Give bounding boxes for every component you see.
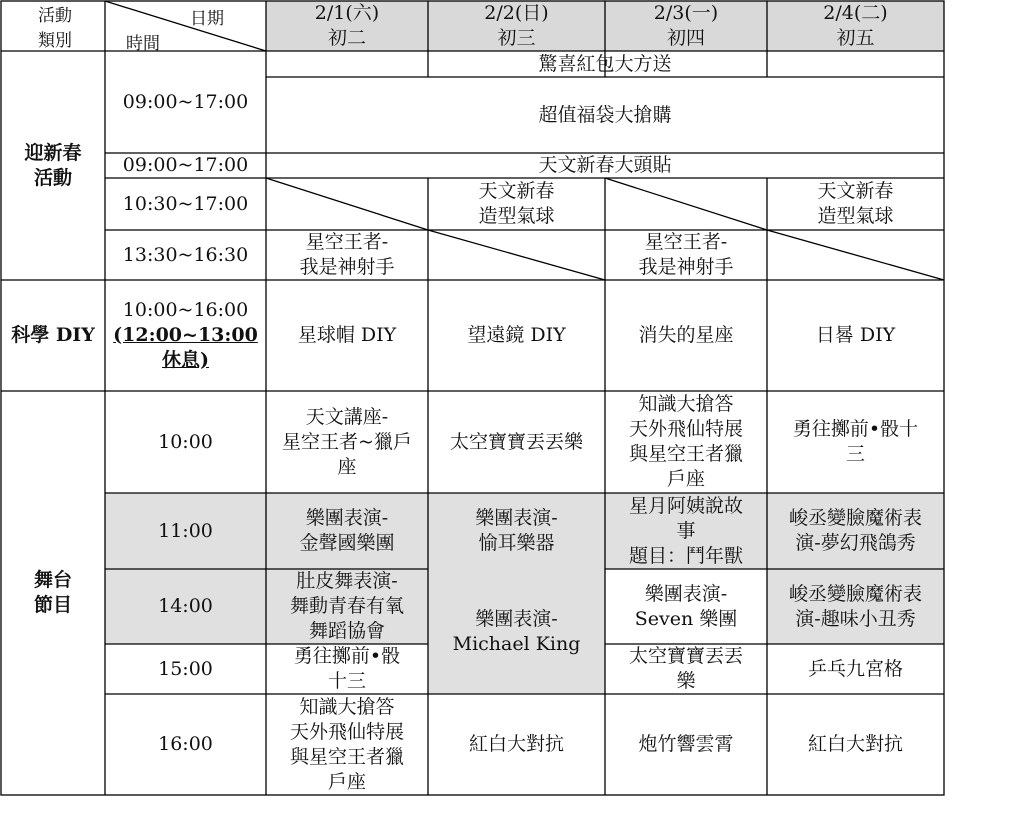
event-stage: 勇往擲前•骰十 三: [792, 418, 919, 465]
event-stage: 紅白大對抗: [807, 733, 903, 755]
event-stage: 樂團表演- Seven 樂團: [634, 582, 738, 630]
event-diy: 望遠鏡 DIY: [467, 324, 566, 346]
time-header: 時間: [126, 34, 160, 54]
section-science-diy: 科學 DIY: [11, 324, 95, 346]
day-date: 2/3(一): [653, 2, 719, 24]
time-slot: 13:30~16:30: [122, 243, 249, 266]
event-stage: 炮竹響雲霄: [638, 733, 734, 755]
event-diy: 日晷 DIY: [815, 324, 896, 346]
time-range: 10:00~16:00: [122, 299, 249, 321]
event-stage: 星月阿姨說故 事 題目：鬥年獸: [628, 494, 743, 567]
time-slot: 10:00: [158, 430, 213, 453]
time-slot-diy: [105, 280, 266, 391]
day-header-2: [428, 1, 605, 51]
event-stage: 勇往擲前•骰 十三: [293, 645, 401, 692]
event-stage: 太空寶寶丟丟樂: [449, 430, 583, 453]
event-balloon: 天文新春 造型氣球: [817, 180, 894, 227]
event-stage: 乒乓九宮格: [807, 657, 903, 680]
day-lunar: 初二: [327, 27, 366, 49]
day-header-1: [266, 1, 428, 51]
event-stage: 樂團表演- Michael King: [452, 607, 581, 655]
event-balloon: 天文新春 造型氣球: [478, 180, 555, 227]
day-lunar: 初五: [836, 27, 875, 49]
event-archer: 星空王者- 我是神射手: [299, 231, 395, 278]
day-date: 2/1(六): [314, 2, 380, 24]
time-slot: 11:00: [158, 519, 213, 542]
break-note: (12:00~13:00 休息): [113, 324, 258, 371]
event-red-envelope: 驚喜紅包大方送: [538, 52, 672, 75]
time-slot: 14:00: [158, 595, 213, 617]
time-slot: 15:00: [158, 657, 213, 680]
event-stage: 峻丞變臉魔術表 演-夢幻飛鴿秀: [788, 507, 922, 554]
event-stage: 太空寶寶丟丟 樂: [628, 645, 743, 692]
day-date: 2/4(二): [823, 2, 888, 24]
day-lunar: 初四: [666, 27, 705, 49]
section-stage: 舞台 節目: [33, 569, 72, 616]
event-stage: 天文講座- 星空王者~獵戶 座: [282, 405, 412, 478]
event-photo-frame: 天文新春大頭貼: [538, 154, 672, 176]
event-stage: 峻丞變臉魔術表 演-趣味小丑秀: [788, 582, 922, 630]
time-slot: 09:00~17:00: [122, 154, 249, 176]
day-header-4: [767, 1, 944, 51]
event-stage: 紅白大對抗: [468, 733, 564, 755]
event-stage: 樂團表演- 金聲國樂團: [299, 507, 395, 554]
section-new-year: 迎新春 活動: [24, 141, 82, 189]
event-stage: 知識大搶答 天外飛仙特展 與星空王者獵 戶座: [289, 695, 404, 793]
time-slot: 10:30~17:00: [122, 192, 249, 215]
event-stage: 樂團表演- 愉耳樂器: [475, 507, 558, 554]
day-header-3: [605, 1, 767, 51]
date-header: 日期: [190, 9, 224, 29]
event-archer: 星空王者- 我是神射手: [638, 231, 734, 278]
event-stage: 知識大搶答 天外飛仙特展 與星空王者獵 戶座: [628, 393, 743, 490]
day-date: 2/2(日): [484, 2, 549, 24]
day-lunar: 初三: [497, 27, 536, 49]
event-lucky-bag: 超值福袋大搶購: [538, 103, 672, 126]
category-header: 活動 類別: [38, 6, 72, 51]
event-diy: 星球帽 DIY: [297, 324, 397, 346]
event-diy: 消失的星座: [638, 324, 734, 346]
time-slot: 16:00: [158, 733, 213, 755]
time-slot: 09:00~17:00: [122, 90, 249, 113]
event-stage: 肚皮舞表演- 舞動青春有氧 舞蹈協會: [289, 570, 404, 642]
